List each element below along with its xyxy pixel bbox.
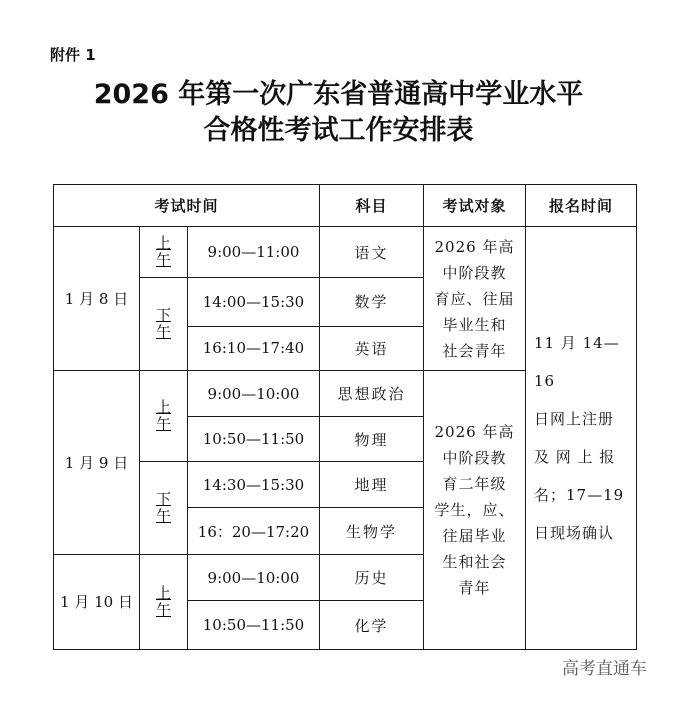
header-subject: 科目	[320, 185, 424, 227]
header-registration: 报名时间	[526, 185, 637, 227]
exam-schedule-table	[53, 184, 637, 650]
subject-cell: 生物学	[320, 508, 424, 555]
subject-cell: 地理	[320, 461, 424, 508]
subject-cell: 英语	[320, 326, 424, 370]
time-cell: 14:30—15:30	[188, 461, 320, 508]
registration-cell: 11 月 14—16 日网上注册 及 网 上 报 名；17—19 日现场确认	[526, 227, 637, 650]
time-cell: 9:00—10:00	[188, 554, 320, 601]
subject-cell: 语文	[320, 227, 424, 278]
subject-cell: 物理	[320, 417, 424, 461]
date-cell: 1 月 8 日	[54, 227, 140, 371]
time-cell: 16：20—17:20	[188, 508, 320, 555]
session-morning: 上 午	[140, 554, 188, 649]
date-cell: 1 月 9 日	[54, 370, 140, 554]
time-cell: 10:50—11:50	[188, 417, 320, 461]
header-target: 考试对象	[424, 185, 526, 227]
table-header-row	[54, 185, 637, 227]
subject-cell: 数学	[320, 277, 424, 326]
subject-cell: 历史	[320, 554, 424, 601]
attachment-label: 附件 1	[50, 46, 96, 64]
subject-cell: 化学	[320, 601, 424, 650]
header-exam-time: 考试时间	[54, 185, 320, 227]
page-title-line2: 合格性考试工作安排表	[203, 115, 474, 146]
session-afternoon: 下 午	[140, 277, 188, 370]
table-row	[54, 227, 637, 278]
time-cell: 16:10—17:40	[188, 326, 320, 370]
session-morning: 上 午	[140, 227, 188, 278]
time-cell: 9:00—11:00	[188, 227, 320, 278]
time-cell: 14:00—15:30	[188, 277, 320, 326]
session-afternoon: 下 午	[140, 461, 188, 554]
page-title-line1: 2026 年第一次广东省普通高中学业水平	[93, 79, 584, 110]
watermark-text: 高考直通车	[562, 659, 647, 679]
target-cell-group1: 2026 年高 中阶段教 育应、往届 毕业生和 社会青年	[424, 227, 526, 371]
time-cell: 10:50—11:50	[188, 601, 320, 650]
session-morning: 上 午	[140, 370, 188, 461]
time-cell: 9:00—10:00	[188, 370, 320, 417]
target-cell-group2: 2026 年高 中阶段教 育二年级 学生，应、 往届毕业 生和社会 青年	[424, 370, 526, 649]
subject-cell: 思想政治	[320, 370, 424, 417]
date-cell: 1 月 10 日	[54, 554, 140, 649]
